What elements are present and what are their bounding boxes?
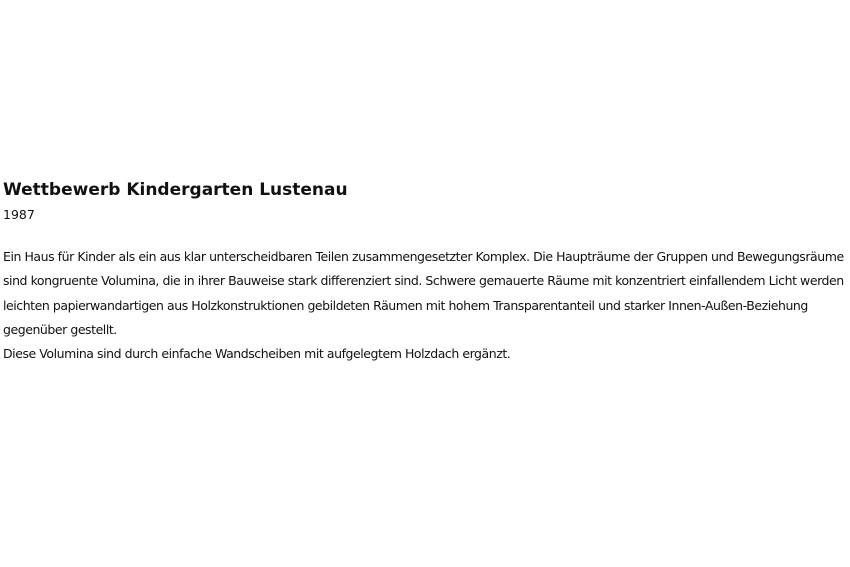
project-description-block <box>3 178 847 366</box>
description-paragraph-2: Diese Volumina sind durch einfache Wandscheiben mit aufgelegtem Holzdach ergänzt. <box>3 346 511 362</box>
project-year: 1987 <box>3 207 35 222</box>
project-description <box>3 245 847 366</box>
description-paragraph: Ein Haus für Kinder als ein aus klar unterscheidbaren Teilen zusammengesetzter Komplex. Die Haupträume der Gruppen und Bewegungsräume sind kongruente Volumina, die in ihrer Bauweise stark differenziert sind. Schwere gemauerte Räume mit konzentriert einfallendem Licht werden leichten papierwandartigen aus Holzkonstruktionen gebildeten Räumen mit hohem Transparentanteil und starker Innen-Außen-Beziehung gegenüber gestellt. <box>3 249 844 337</box>
project-title: Wettbewerb Kindergarten Lustenau <box>3 180 348 200</box>
